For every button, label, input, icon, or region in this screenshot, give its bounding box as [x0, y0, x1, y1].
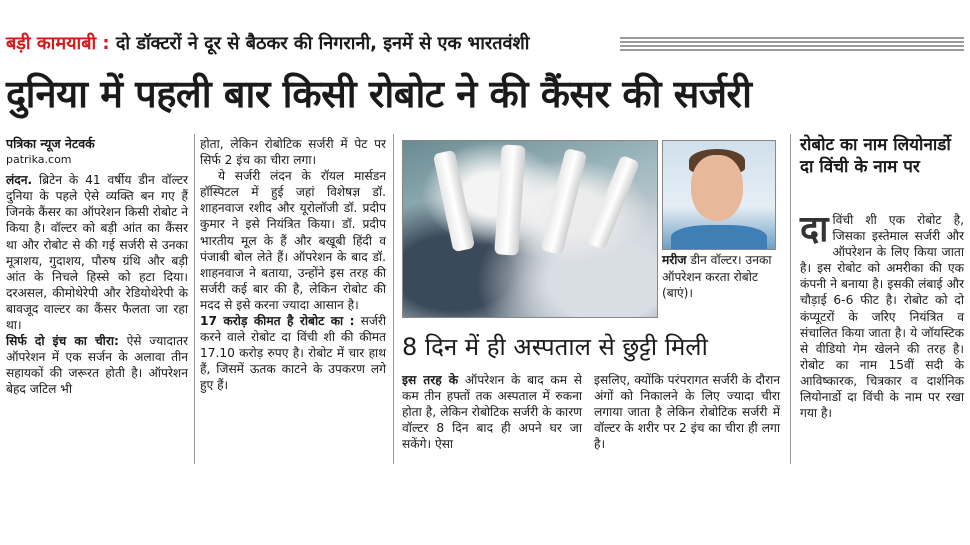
column-1-paragraph — [6, 172, 188, 333]
drop-cap: दा — [800, 209, 829, 250]
byline: पत्रिका न्यूज नेटवर्क — [6, 136, 95, 151]
column-4-paragraph: इसलिए, क्योंकि परंपरागत सर्जरी के दौरान अंगों को निकालने के लिए ज्यादा चीरा लगाया जाता है लेकिन रोबोटिक सर्जरी में वॉल्टर के शरीर पर 2 इंच का चीरा ही लगा है। — [594, 373, 780, 452]
column-3-lead: इस तरह के — [402, 373, 459, 387]
caption-name: मरीज — [662, 253, 687, 267]
column-2-paragraph-1: होता, लेकिन रोबोटिक सर्जरी में पेट पर सिर्फ 2 इंच का चीरा लगा। — [200, 137, 386, 168]
column-1-text: ब्रिटेन के 41 वर्षीय डीन वॉल्टर दुनिया के पहले ऐसे व्यक्ति बन गए हैं जिनके कैंसर का ऑपरेशन किसी रोबोट ने किया है। वॉल्टर को बड़ी आंत का कैंसर था और रोबोट से की गई सर्जरी से उनका मूत्राशय, गुदाशय, पौरुष ग्रंथि और बड़ी आंत के निचले हिस्से को हटा दिया। दरअसल, कीमोथेरेपी और रेडियोथेरेपी के बावजूद वाल्टर का कैंसर फैलता जा रहा था। — [6, 173, 189, 333]
column-2-text-3: सर्जरी करने वाले रोबोट दा विंची शी की कीमत 17.10 करोड़ रुपए है। रोबोट में चार हाथ हैं, जिसमें ऊतक काटने के उपकरण लगे हुए हैं। — [200, 314, 387, 393]
subheading-incision: सिर्फ दो इंच का चीरा: — [6, 334, 119, 349]
article-column-2 — [200, 136, 386, 394]
robot-surgery-photo — [402, 140, 658, 318]
caption-text: डीन वॉल्टर। उनका ऑपरेशन करता रोबोट (बाएं)। — [662, 253, 772, 300]
column-2-paragraph-3 — [200, 313, 386, 393]
column-divider-2 — [393, 134, 394, 464]
subheadline: 8 दिन में ही अस्पताल से छुट्टी मिली — [402, 333, 708, 361]
article-column-4 — [594, 372, 780, 452]
dateline: लंदन. — [6, 173, 33, 188]
article-column-1 — [6, 136, 188, 398]
sidebar-paragraph — [800, 209, 964, 421]
sidebar-text — [800, 209, 964, 421]
kicker-rule — [620, 37, 964, 51]
article-column-3 — [402, 372, 582, 452]
column-3-paragraph — [402, 372, 582, 452]
sidebar-body: विंची शी एक रोबोट है, जिसका इस्तेमाल सर्जरी और ऑपरेशन के लिए किया जाता है। इस रोबोट को अमरीका की एक कंपनी ने बनाया है। इसकी लंबाई और चौड़ाई 6-6 फीट है। रोबोट को दो कंप्यूटरों के जरिए नियंत्रित व संचालित किया जाता है। ये जॉयस्टिक से वीडियो गेम खेलने की तरह है। रोबोट का नाम 15वीं सदी के आविष्कारक, चित्रकार व दार्शनिक लियोनार्डो दा विंची के नाम पर रखा गया है। — [800, 213, 964, 421]
column-3-text: ऑपरेशन के बाद कम से कम तीन हफ्तों तक अस्पताल में रुकना होता है, लेकिन रोबोटिक सर्जरी के कारण वॉल्टर 8 दिन बाद ही अपने घर जा सकेंगे। ऐसा — [402, 373, 582, 452]
photo-caption — [662, 252, 780, 302]
sidebar-title: रोबोट का नाम लियोनार्डो दा विंची के नाम पर — [800, 135, 951, 177]
kicker-text: दो डॉक्टरों ने दूर से बैठकर की निगरानी, इनमें से एक भारतवंशी — [115, 33, 530, 54]
kicker-line — [6, 30, 616, 58]
column-divider — [194, 134, 195, 464]
site-name: patrika.com — [6, 153, 72, 167]
column-1-paragraph-2 — [6, 333, 188, 397]
sidebar-divider — [790, 134, 791, 464]
column-1-text-2: ऐसे ज्यादातर ऑपरेशन में एक सर्जन के अलावा तीन सहायकों की जरूरत होती है। ऑपरेशन बेहद जटिल भी — [6, 334, 188, 397]
subheading-cost: 17 करोड़ कीमत है रोबोट का : — [200, 314, 355, 329]
kicker-label: बड़ी कामयाबी : — [6, 33, 110, 54]
headline: दुनिया में पहली बार किसी रोबोट ने की कैंसर की सर्जरी — [6, 72, 752, 116]
column-2-paragraph-2: ये सर्जरी लंदन के रॉयल मार्सडन हॉस्पिटल में हुई जहां विशेषज्ञ डॉ. शाहनवाज रशीद और यूरोलॉजी डॉ. प्रदीप कुमार ने इसे नियंत्रित किया। डॉ. प्रदीप भारतीय मूल के हैं और बखूबी हिंदी व पंजाबी बोल लेते हैं। ऑपरेशन के बाद डॉ. शाहनवाज ने बताया, उन्होंने इस तरह की सर्जरी कई बार की है, लेकिन रोबोट की मदद से इसे करना ज्यादा आसान है। — [200, 169, 386, 312]
patient-portrait — [662, 140, 776, 250]
